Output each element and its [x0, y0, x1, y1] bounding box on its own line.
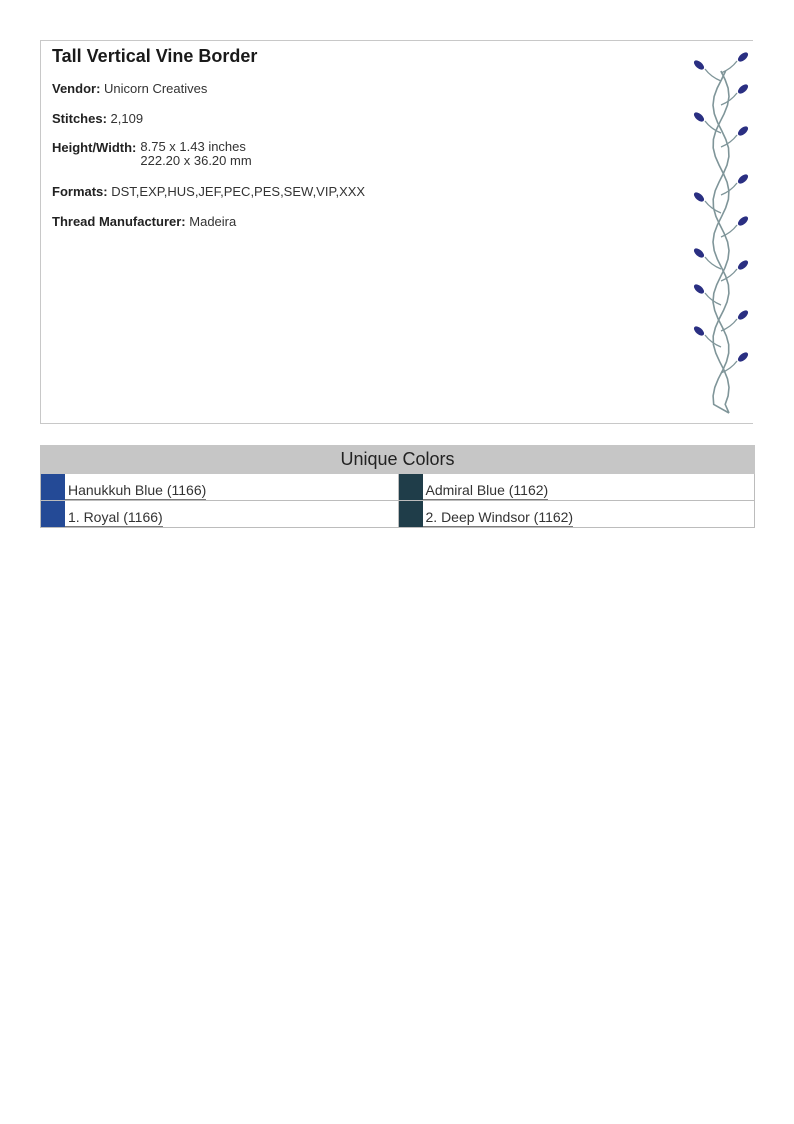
vine-leaf — [721, 351, 750, 373]
color-rows — [40, 474, 755, 528]
vine-leaf — [721, 51, 750, 73]
color-name: 2. Deep Windsor (1162) — [423, 508, 574, 527]
formats-label: Formats: — [52, 184, 108, 199]
thread-label: Thread Manufacturer: — [52, 214, 186, 229]
size-inches-value: 8.75 x 1.43 inches — [140, 139, 246, 154]
vine-leaf — [692, 191, 721, 213]
size-field — [52, 140, 252, 168]
vine-leaf — [721, 309, 750, 331]
stitches-field — [52, 111, 143, 126]
vine-preview — [687, 41, 753, 423]
design-info-panel — [40, 40, 753, 424]
vine-leaf — [721, 83, 750, 105]
stitches-label: Stitches: — [52, 111, 107, 126]
stitches-value: 2,109 — [110, 111, 144, 126]
color-cell — [41, 501, 398, 527]
formats-value: DST,EXP,HUS,JEF,PEC,PES,SEW,VIP,XXX — [111, 184, 366, 199]
color-name: Admiral Blue (1162) — [423, 481, 549, 500]
thread-value: Madeira — [189, 214, 237, 229]
color-name: 1. Royal (1166) — [65, 508, 163, 527]
vine-leaf — [721, 259, 750, 281]
vendor-label: Vendor: — [52, 81, 101, 96]
color-swatch — [41, 474, 65, 500]
design-title: Tall Vertical Vine Border — [52, 46, 258, 66]
color-row — [40, 474, 755, 501]
vine-leaf — [692, 59, 721, 81]
formats-field — [52, 184, 365, 199]
color-swatch — [41, 501, 65, 527]
color-row — [40, 501, 755, 528]
unique-colors-header: Unique Colors — [40, 445, 755, 474]
vendor-value: Unicorn Creatives — [104, 81, 208, 96]
color-cell — [398, 474, 755, 500]
color-name: Hanukkuh Blue (1166) — [65, 481, 206, 500]
color-cell — [41, 474, 398, 500]
vine-leaf — [692, 325, 721, 347]
unique-colors-table — [40, 445, 755, 528]
vendor-field — [52, 81, 207, 96]
vine-embroidery-preview-icon — [687, 41, 753, 423]
vine-leaf — [721, 125, 750, 147]
vine-leaf — [721, 215, 750, 237]
thread-field — [52, 214, 236, 229]
color-swatch — [399, 501, 423, 527]
size-label: Height/Width: — [52, 140, 137, 155]
size-mm-value: 222.20 x 36.20 mm — [140, 153, 252, 168]
color-cell — [398, 501, 755, 527]
color-swatch — [399, 474, 423, 500]
